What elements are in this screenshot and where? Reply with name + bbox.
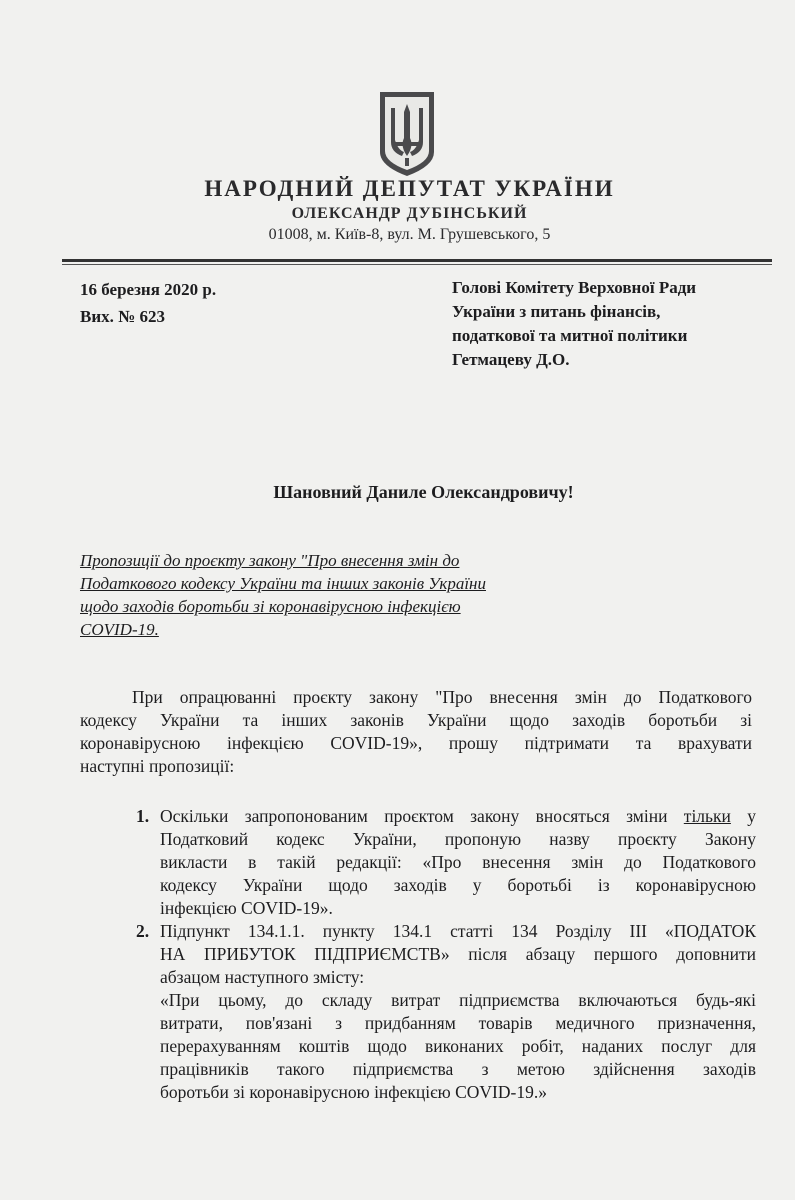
recipient-line: податкової та митної політики — [452, 326, 688, 345]
header-divider-thick — [62, 259, 772, 262]
trident-coat-of-arms-icon — [376, 90, 438, 178]
proposal-line: інфекцією COVID-19». — [160, 898, 333, 918]
proposal-number: 2. — [136, 921, 150, 941]
intro-line: наступні пропозиції: — [80, 756, 235, 776]
proposal-line: витрати, пов'язані з придбанням товарів медичного призначення, — [160, 1013, 756, 1033]
proposal-text: у — [730, 806, 757, 826]
letter-subject — [80, 549, 580, 641]
recipient-line: Гетмацеву Д.О. — [452, 350, 570, 369]
recipient-line: Голові Комітету Верховної Ради — [452, 278, 697, 297]
deputy-address: 01008, м. Київ-8, вул. М. Грушевського, 5 — [268, 226, 551, 243]
letter-meta — [80, 276, 216, 330]
subject-line: COVID-19. — [80, 620, 159, 639]
proposal-line: боротьби зі коронавірусною інфекцією COVID-19.» — [160, 1082, 547, 1102]
intro-line: коронавірусною інфекцією COVID-19», прошу підтримати та врахувати — [80, 733, 752, 753]
emphasized-word: тільки — [683, 806, 731, 826]
letter-date: 16 березня 2020 р. — [80, 280, 217, 299]
recipient-block — [452, 276, 696, 372]
proposal-text: Оскільки запропонованим проєктом закону вносяться зміни — [160, 806, 684, 826]
header-divider-thin — [62, 264, 772, 265]
subject-line: Податкового кодексу України та інших законів України — [80, 574, 486, 593]
proposal-line: працівників такого підприємства з метою здійснення заходів — [160, 1059, 756, 1079]
intro-line: При опрацюванні проєкту закону "Про внесення змін до Податкового — [132, 687, 752, 707]
proposal-line: перерахуванням коштів щодо виконаних робіт, наданих послуг для — [160, 1036, 756, 1056]
proposal-number: 1. — [136, 806, 150, 826]
proposal-line: абзацом наступного змісту: — [160, 967, 365, 987]
subject-line: Пропозиції до проєкту закону "Про внесення змін до — [80, 551, 460, 570]
proposal-line: кодексу України щодо заходів у боротьбі із коронавірусною — [160, 875, 756, 895]
proposal-line: Податковий кодекс України, пропоную назву проєкту Закону — [160, 829, 756, 849]
letterhead-title: НАРОДНИЙ ДЕПУТАТ УКРАЇНИ — [204, 176, 615, 201]
proposal-item — [136, 920, 756, 1104]
recipient-line: України з питань фінансів, — [452, 302, 661, 321]
proposal-list — [136, 805, 756, 1104]
intro-line: кодексу України та інших законів України щодо заходів боротьби зі — [80, 710, 752, 730]
proposal-line: Підпункт 134.1.1. пункту 134.1 статті 134 Розділу ІІІ «ПОДАТОК — [160, 921, 756, 941]
intro-paragraph — [80, 686, 752, 778]
letter-reference-number: Вих. № 623 — [80, 307, 165, 326]
proposal-line: викласти в такій редакції: «Про внесення змін до Податкового — [160, 852, 756, 872]
subject-line: щодо заходів боротьби зі коронавірусною інфекцією — [80, 597, 461, 616]
proposal-item — [136, 805, 756, 920]
deputy-name: ОЛЕКСАНДР ДУБІНСЬКИЙ — [291, 205, 528, 222]
proposal-line: НА ПРИБУТОК ПІДПРИЄМСТВ» після абзацу першого доповнити — [160, 944, 756, 964]
proposal-line: «При цьому, до складу витрат підприємства включаються будь-які — [160, 990, 756, 1010]
proposal-line — [160, 805, 756, 828]
salutation: Шановний Даниле Олександровичу! — [273, 482, 574, 502]
